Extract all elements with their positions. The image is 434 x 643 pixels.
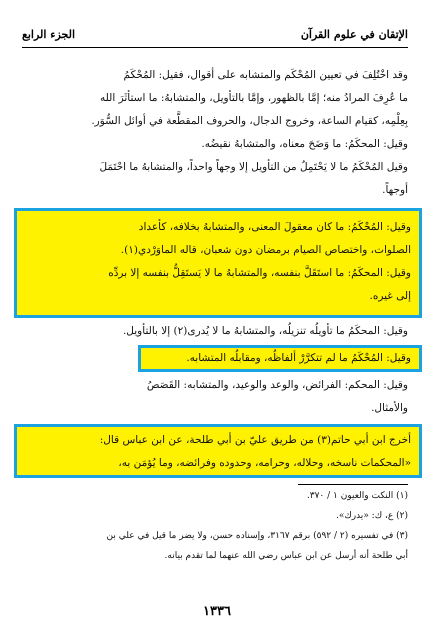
box3-text <box>17 427 419 475</box>
footnote-2: (٢) ع، ك: «يدرك». <box>335 511 408 521</box>
highlight-box-1 <box>14 208 422 318</box>
box1-text <box>17 211 419 308</box>
text-line: ما عُرِفَ المرادُ منه؛ إمَّا بالظهور، وإمَّا بالتأويل، والمتشابهُ: ما استأثَرَ الله <box>100 92 408 104</box>
header-rule <box>22 47 408 48</box>
text-line: بِعِلْمِه، كقيام الساعة، وخروج الدجال، والحروف المقطَّعة في أوائل السُّوَر. <box>91 115 408 127</box>
middle-paragraph <box>26 320 408 343</box>
text-line: وقيل: المحكَمُ ما تأويلُه تنزيلُه، والمتشابهُ ما لا يُدرى(٢) إلا بالتأويل. <box>122 325 408 337</box>
footnote-1: (١) النكت والعيون ١ / ٣٧٠. <box>306 491 408 501</box>
text-line: الصلوات، واختصاص الصيام برمضان دون شعبان، قاله الماوَرْدي(١). <box>120 244 411 256</box>
part-label: الجزء الرابع <box>22 28 76 41</box>
text-line: وقيل: المحكَمُ: ما استَقَلَّ بنفسه، والمتشابهُ ما لا يَستَقِلُّ بنفسه إلا بردِّه <box>108 267 411 279</box>
text-line: وقيل المُحْكَمُ ما لا يَحْتَمِلُ من التأويل إلا وجهاً واحداً، والمتشابهُ ما احْتَمَلَ <box>99 161 408 173</box>
highlight-box-3 <box>14 424 422 478</box>
footnotes <box>26 486 408 566</box>
after-paragraph <box>26 374 408 420</box>
book-title: الإتقان في علوم القرآن <box>300 28 408 41</box>
text-line: وقيل: المُحْكَمُ ما لم تتكرَّرْ ألفاظُه، ومقابلُه المتشابه. <box>186 352 411 364</box>
text-line: إلى غيره. <box>369 290 411 302</box>
text-line: أوجهاً. <box>382 184 408 196</box>
text-line: وقيل: المحكَمُ: ما وَضَحَ معناه، والمتشابهُ نقيضُه. <box>201 138 408 150</box>
text-line: وقيل: المحكم: الفرائض، والوعد والوعيد، والمتشابه: القَصَصُ <box>146 379 408 391</box>
opening-paragraphs <box>26 64 408 202</box>
footnote-rule <box>298 484 408 485</box>
highlight-box-2 <box>138 345 422 372</box>
text-line: أخرج ابن أبي حاتم(٣) من طريق عليّ بن أبي طلحة، عن ابن عباس قال: <box>99 434 411 446</box>
footnote-3-cont: أبي طلحة أنه أرسل عن ابن عباس رضي الله عنهما لما تقدم بيانه. <box>164 551 408 561</box>
text-line: والأمثال. <box>371 402 408 414</box>
text-line: وقد اخْتُلِفَ في تعيين المُحْكَم والمتشابه على أقوال، فقيل: المُحْكَمُ <box>123 69 408 81</box>
page-number: ١٣٣٦ <box>203 604 231 619</box>
footnote-3: (٣) في تفسيره (٢ / ٥٩٢) برقم ٣١٦٧، وإسناده حسن، ولا يضر ما قيل في علي بن <box>106 531 408 541</box>
box2-text <box>141 348 419 369</box>
text-line: وقيل: المُحْكَمُ: ما كان معقولَ المعنى، والمتشابهُ بخلافه، كأعداد <box>138 221 411 233</box>
running-header <box>22 28 408 46</box>
text-line: «المحكمات ناسخه، وحلاله، وحرامه، وحدوده وفرائضه، وما يُؤمَن به، <box>118 457 411 469</box>
